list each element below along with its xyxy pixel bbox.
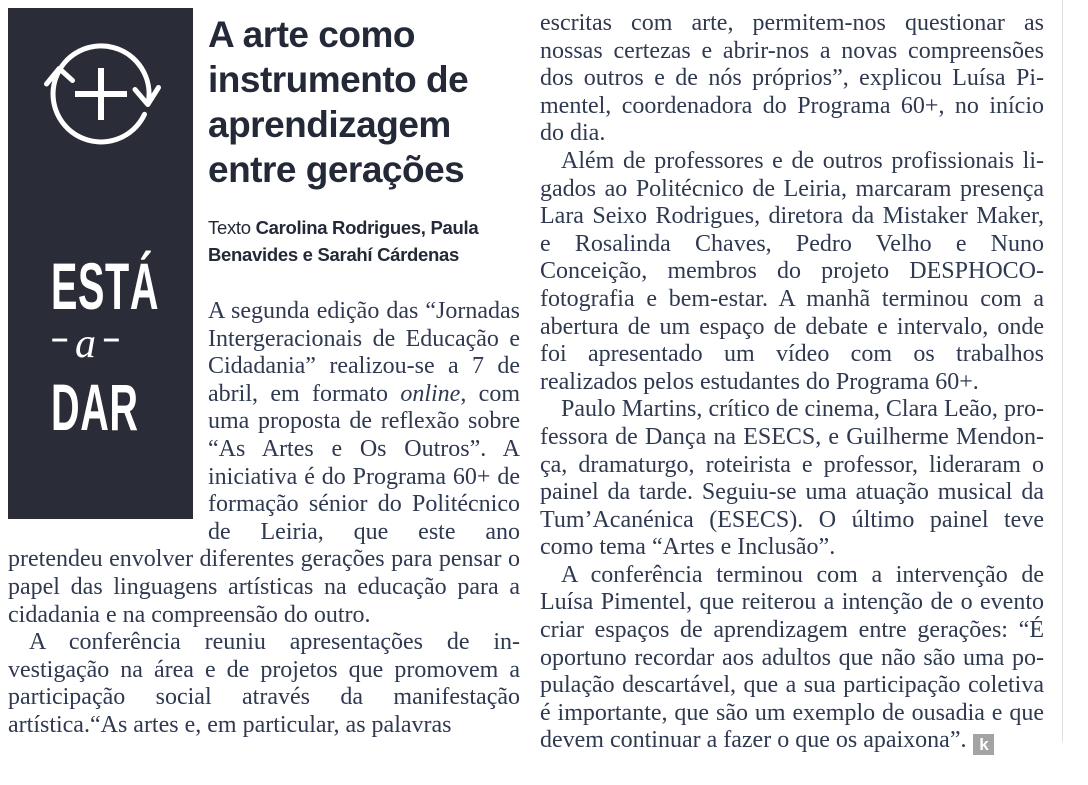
- brand-dash-left: –: [51, 322, 68, 355]
- page-edge-rule: [1062, 0, 1063, 742]
- byline-authors: Carolina Rodrigues, Paula Benavides e Sarahí Cárdenas: [208, 217, 479, 265]
- body-paragraph-5: Paulo Martins, crítico de cinema, Clara Leão, professora de Dança na ESECS, e Guilherme Mendonça, dramaturgo, roteirista e professor, lideraram o painel da tarde. Seguiu-se uma atuação musical da Tum’Acanénica (ESECS). O último painel teve como tema “Artes e Inclusão”.: [540, 396, 1044, 561]
- body-paragraph-2: A conferência reuniu apresentações de investigação na área e de projetos que promovem a participação social através da manifestação artística.“As artes e, em particular, as palavras: [8, 629, 520, 738]
- body-paragraph-3: escritas com arte, permitem-nos questionar as nossas certezas e abrir-nos a novas compreensões dos outros e de nós próprios”, explicou Luísa Pimentel, coordenadora do Programa 60+, no início do dia.: [540, 10, 1044, 147]
- brand-lockup: [28, 249, 160, 444]
- left-column: [8, 8, 520, 740]
- brand-word-a: – a –: [51, 321, 120, 367]
- body-paragraph-6: [540, 562, 1044, 756]
- cycle-plus-icon: [35, 28, 167, 160]
- right-column: [540, 8, 1044, 755]
- byline-label: Texto: [208, 217, 256, 238]
- brand-word-esta: ESTÁ: [51, 249, 160, 323]
- brand-word-dar: DAR: [51, 370, 139, 444]
- brand-dash-right: –: [103, 322, 120, 355]
- end-of-article-marker: k: [973, 734, 994, 755]
- body-paragraph-4: Além de professores e de outros profissionais ligados ao Politécnico de Leiria, marcaram presença Lara Seixo Rodrigues, diretora da Mistaker Maker, e Rosalinda Chaves, Pedro Velho e Nuno Conceição, membros do projeto DESPHOCO-fotografia e bem-estar. A manhã terminou com a abertura de um espaço de debate e intervalo, onde foi apresentado um vídeo com os trabalhos realizados pelos estudantes do Programa 60+.: [540, 147, 1044, 395]
- body-paragraph-1: A segunda edição das “Jornadas Intergeracionais de Educação e Cidadania” realizou-se a 7 de abril, em formato online, com uma proposta de reflexão sobre “As Artes e Os Outros”. A iniciativa é do Programa 60+ de formação sénior do Politécnico de Leiria, que este ano pretendeu envolver diferentes gerações para pensar o papel das linguagens artísticas na educação para a cidadania e na compreensão do outro.: [8, 298, 520, 628]
- article-headline: A arte como instrumento de aprendizagem entre gerações: [208, 14, 469, 190]
- brand-panel: [8, 8, 193, 519]
- paragraph-text: A conferência terminou com a intervenção de Luísa Pimentel, que reiterou a intenção de o evento criar espaços de aprendizagem entre gerações: “É oportuno recordar aos adultos que não são uma população descartável, que a sua participação coletiva é importante, que são um exemplo de ousadia e que devem continuar a fazer o que os apaixona”.: [540, 561, 1044, 754]
